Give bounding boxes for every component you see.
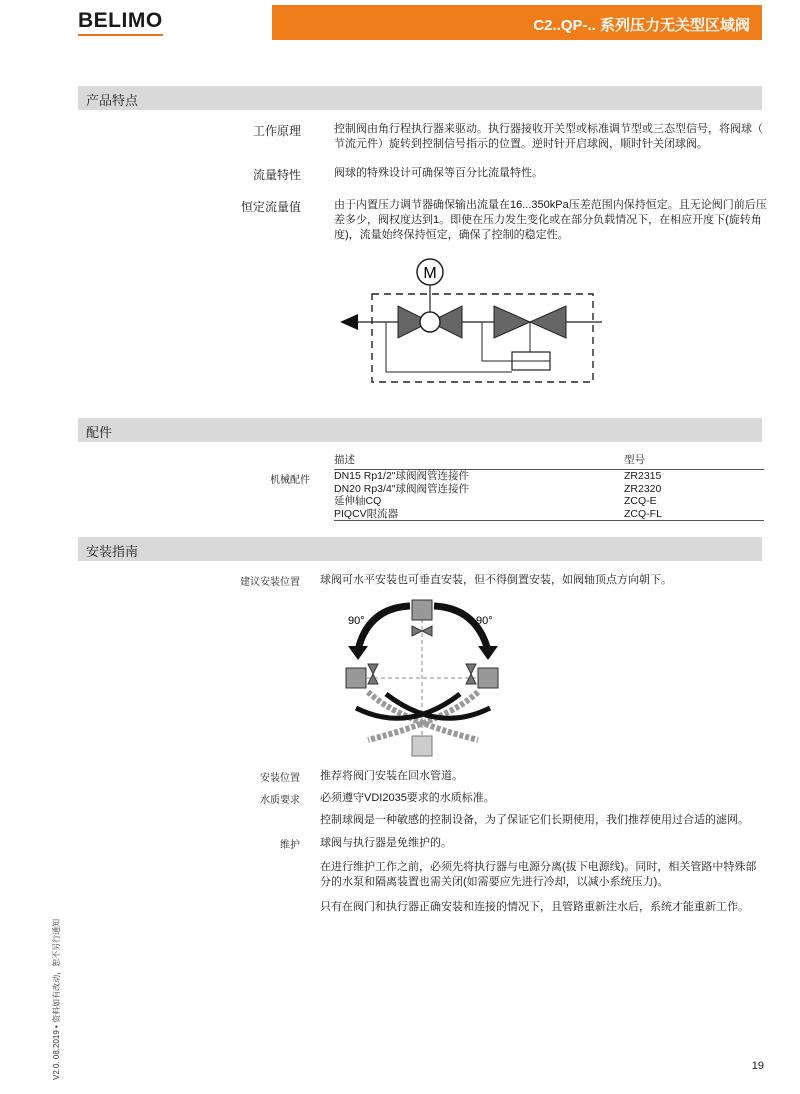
flow-arrow-icon (340, 314, 358, 330)
label-working-principle: 工作原理 (252, 124, 301, 138)
label-constant-flow: 恒定流量值 (240, 200, 301, 214)
label-water-quality: 水质要求 (260, 795, 300, 806)
text-water-quality-1: 必须遵守VDI2035要求的水质标准。 (320, 792, 495, 804)
text-maintenance-2: 在进行维护工作之前，必须先将执行器与电源分离(拔下电源线)。同时，相关管路中特殊部 分的水泵和隔离装置也需关闭(如需要应先进行冷却，以减小系统压力)。 (320, 861, 757, 888)
text-water-quality-2: 控制球阀是一种敏感的控制设备，为了保证它们长期使用，我们推荐使用过合适的滤网。 (320, 814, 749, 826)
orientation-diagram (328, 594, 518, 764)
section-features (78, 86, 762, 110)
belimo-logo: BELIMO (78, 9, 163, 33)
table-row: DN20 Rp3/4"球阀阀管连接件 ZR2320 (334, 482, 662, 495)
text-recommended-position: 球阀可水平安装也可垂直安装，但不得倒置安装，如阀轴顶点方向朝下。 (320, 574, 672, 586)
actuator-bottom-forbidden (412, 736, 432, 756)
motor-symbol (417, 259, 443, 285)
label-maintenance: 维护 (280, 840, 300, 851)
label-install-site: 安装位置 (260, 773, 300, 784)
text-flow-characteristic: 阀球的特殊设计可确保等百分比流量特性。 (334, 167, 543, 179)
table-row: 延伸轴CQ ZCQ-E (334, 495, 657, 507)
text-working-principle: 控制阀由角行程执行器来驱动。执行器接收开关型或标准调节型或三态型信号，将阀球（ 节流元件）旋转到控制信号指示的位置。逆时针开启球阀，顺时针关闭球阀。 (334, 123, 763, 150)
page-title: C2..QP-.. 系列压力无关型区域阀 (533, 17, 750, 34)
actuator-top (412, 600, 432, 636)
svg-text:M: M (423, 265, 437, 282)
text-constant-flow: 由于内置压力调节器确保输出流量在16...350kPa压差范围内保持恒定。且无论阀门前后压 差多少，阀权度达到1。即使在压力发生变化或在部分负载情况下，在相应开度下(旋转角 度)，流量始终保持恒定，确保了控制的稳定性。 (334, 199, 767, 241)
section-installation (78, 537, 762, 561)
logo-underline (78, 34, 163, 36)
accessories-table (334, 450, 764, 521)
text-maintenance-1: 球阀与执行器是免维护的。 (320, 837, 452, 849)
section-title-installation: 安装指南 (86, 544, 139, 559)
section-accessories (78, 418, 762, 442)
angle-right-label: 90° (476, 615, 493, 627)
rotate-left-arrow-icon (358, 606, 410, 650)
text-install-site: 推荐将阀门安装在回水管道。 (320, 770, 463, 782)
angle-left-label: 90° (348, 615, 365, 627)
section-title-accessories: 配件 (86, 425, 113, 440)
col-model: 型号 (624, 450, 764, 470)
valve-schematic (336, 254, 606, 388)
col-description: 描述 (334, 450, 624, 470)
table-row: PIQCV限流器 ZCQ-FL (334, 508, 764, 521)
header-bar (272, 5, 762, 40)
table-row: DN15 Rp1/2"球阀阀管连接件 ZR2315 (334, 470, 662, 482)
label-mechanical-accessories: 机械配件 (270, 475, 310, 486)
rotate-right-arrow-icon (434, 606, 488, 650)
actuator-left (346, 664, 378, 688)
label-recommended-position: 建议安装位置 (240, 577, 300, 588)
revision-note: V2.0. 08.2019 • 资料如有改动，恕不另行通知 (52, 918, 61, 1080)
text-maintenance-3: 只有在阀门和执行器正确安装和连接的情况下，且管路重新注水后，系统才能重新工作。 (320, 901, 749, 913)
page-number: 19 (751, 1060, 764, 1072)
table-header-row (334, 450, 764, 470)
label-flow-characteristic: 流量特性 (252, 168, 301, 182)
actuator-right (466, 664, 498, 688)
section-title-features: 产品特点 (86, 93, 139, 108)
